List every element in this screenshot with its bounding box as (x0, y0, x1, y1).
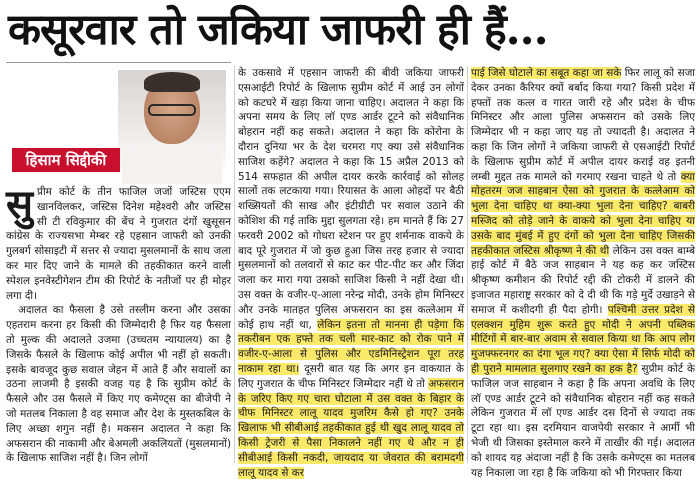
headline-rule (6, 62, 231, 63)
portrait-shirt (122, 144, 222, 184)
article-column-3 (471, 66, 695, 479)
portrait-hair (144, 72, 200, 92)
portrait-glasses (148, 104, 196, 116)
article-column-1 (6, 181, 231, 465)
highlighted-text: पाई जिसे घोटाले का सबूत कहा जा सके (471, 67, 622, 79)
column-divider (467, 66, 468, 463)
column-divider (234, 66, 235, 463)
body-text: सुप्रीम कोर्ट के फाजिल जज साहबान ने कहा है कि अपना अवधि के लिए लॉ एण्ड आर्डर टूटने को संवैधानिक बोहरान नहीं कह सकते लेकिन गुजरात में लॉ एण्ड आर्डर दस दिनों से ज्यादा तक टूटा रहा था। इस दरमियान वाजपेयी सरकार ने आर्मी भी भेजी थी जिसका इस्तेमाल करने में ताखीर की गई। अदालत को शायद यह अंदाजा नहीं है कि उसके कमेण्ट्स का मतलब यह निकाला जा रहा है कि जकिया को भी गिरफ्तार किया (471, 362, 695, 479)
paragraph (471, 66, 695, 480)
article-column-2 (238, 66, 464, 479)
body-text: लेकिन उस वक्त बाम्बे हाई कोर्ट में बैठे जज साहबान ने यह कह कर जस्टिस श्रीकृष्ण कमीशन की रिपोर्ट रद्दी की टोकरी में डालने की इजाजत महाराष्ट्र सरकार को दे दी थी कि गड़े मुर्दे उखाड़ने से समाज में कशीदगी ही पैदा होगी। (471, 244, 695, 316)
drop-cap: सु (6, 181, 34, 228)
highlighted-text: क्या मोहतरम जज साहबान ऐसा को गुजरात के कत्लेआम को भुला देना चाहिए था क्या-क्या भुला देना चाहिए? बाबरी मस्जिद को तोड़े जाने के वाकये को भुला देना चाहिए या उसके बाद मुंबई में हुए दंगों को भुला देना चाहिए जिसकी तहकीकात जस्टिस श्रीकृष्ण ने की थी (471, 170, 695, 257)
paragraph-text: प्रीम कोर्ट के तीन फाजिल जजों जस्टिस एएम खानविलकर, जस्टिस दिनेश महेश्वरी और जस्टिस सी टी रविकुमार की बेंच ने गुजरात दंगों खुसूसन कांग्रेस के राज्यसभा मेम्बर रहे एहसान जाफरी को उनकी गुलबर्ग सोसाइटी में सत्तर से ज्यादा मुसलमानों के साथ जला कर मार दिए जाने के मामले की तहकीकात करने वाली स्पेशल इनवेस्टीगेशन टीम की रिपोर्ट के नतीजों पर ही मोहर लगा दी। (6, 186, 231, 302)
byline-tag: हिसाम सिद्दीकी (12, 148, 120, 172)
author-portrait (118, 70, 226, 178)
highlighted-text: पश्चिमी उत्तर प्रदेश से एलक्शन मुहिम शुरू करते हुए मोदी ने अपनी पब्लिक मीटिंगों में बार-बार अवाम से सवाल किया था कि आप लोग मुजफ्फरनगर का दंगा भूल गए? क्या ऐसा में सिर्फ मोदी को ही पुराने मामलात सुलगाए रखने का हक है? (471, 303, 695, 375)
paragraph (238, 66, 464, 480)
body-text: दूसरी बात यह कि अगर इन वाकयात के लिए गुजरात के चीफ मिनिस्टर जिम्मेदार नहीं थे तो (238, 362, 464, 390)
paragraph (6, 181, 231, 303)
headline: कसूरवार तो जकिया जाफरी ही हैं... (8, 5, 548, 55)
highlighted-text: अफसरान के जरिए किए गए चारा घोटाला में उस वक्त के बिहार के चीफ मिनिस्टर लालू यादव मुजरिम कैसे हो गए? उनके खिलाफ भी सीबीआई तहकीकात हुई थी खुद लालू यादव तो किसी ट्रेजरी से पैसा निकालने नहीं गए थे और न ही सीबीआई किसी नकदी, जायदाद या जेवरात की बरामदगी लालू यादव से कर (238, 377, 464, 479)
highlighted-text: लेकिन इतना तो मानना ही पड़ेगा कि तकरीबन एक हफ्ते तक चली मार-काट को रोक पाने में वजीर-ए-आला से पुलिस और एडमिनिस्ट्रेशन पूरा तरह नाकाम रहा था। (238, 318, 464, 375)
body-text: फिर लालू को सजा देकर उनका कैरियर क्यों बर्बाद किया गया? किसी प्रदेश में हफ्तों तक कत्ल व गारत जारी रहे और प्रदेश के चीफ मिनिस्टर और आला पुलिस अफसरान को उसके लिए जिम्मेदार भी न कहा जाए यह तो ज्यादती है। अदालत ने कहा कि जिन लोगों ने जकिया जाफरी से एसआईटी रिपोर्ट के खिलाफ सुप्रीम कोर्ट में अपील दायर कराई वह इतनी लम्बी मुद्दत तक मामले को गरमाए रखना चाहते थे तो (471, 67, 695, 183)
paragraph: अदालत का फैसला है उसे तस्लीम करना और उसका एहतराम करना हर किसी की जिम्मेदारी है फिर यह फैसला तो मुल्क की अदालते उजमा (उच्चतम न्यायालय) का है जिसके फैसले के खिलाफ कोई अपील भी नहीं हो सकती। इसके बावजूद कुछ सवाल जेहन में आते हैं और सवालों का उठना लाजमी है इसकी वजह यह है कि सुप्रीम कोर्ट के फैसले और उस फैसले में किए गए कमेण्ट्स का बीजेपी ने जो मतलब निकाला है वह समाज और देश के मुस्तकबिल के लिए अच्छा शगुन नहीं है। मकसन अदालत ने कहा कि अफसरान की नाकामी और बेअमली अकलियतों (मुसलमानों) के खिलाफ साजिश नहीं है। जिन लोगों (6, 304, 231, 465)
body-text: के उकसावे में एहसान जाफरी की बीवी जकिया जाफरी एसआईटी रिपोर्ट के खिलाफ सुप्रीम कोर्ट में आई उन लोगों को कटघरे में खड़ा किया जाना चाहिए। अदालत ने कहा कि अपना समय के लिए लॉ एण्ड आर्डर टूटने को संवैधानिक बोहरान नहीं कह सकते। अदालत ने कहा कि कोरोना के दौरान दुनिया भर के देश चरमरा गए क्या उसे संवैधानिक साजिश कहेंगे? अदालत ने कहा कि 15 अप्रैल 2013 को 514 सफहात की अपील दायर करके कार्रवाई को सोलह सालों तक लटकाया गया। रियासत के आला ओहदों पर बैठी शख्सियतों की साख और इंटीग्रीटी पर सवाल उठाने की कोशिश की गई ताकि मुद्दा सुलगता रहे। हम मानते हैं कि 27 फरवरी 2002 को गोधरा स्टेशन पर हुए शर्मनाक वाकये के बाद पूरे गुजरात में जो कुछ हुआ जिस तरह हजार से ज्यादा मुसलमानों को तलवारों से काट कर पीट-पीट कर और जिंदा जला कर मारा गया उसको साजिश किसी ने नहीं देखा थी। उस वक्त के वजीर-ए-आला नरेन्द्र मोदी, उनके होम मिनिस्टर और उनके मातहत पुलिस अफसरान का इस कत्लेआम में कोई हाथ नहीं था, (238, 67, 464, 331)
